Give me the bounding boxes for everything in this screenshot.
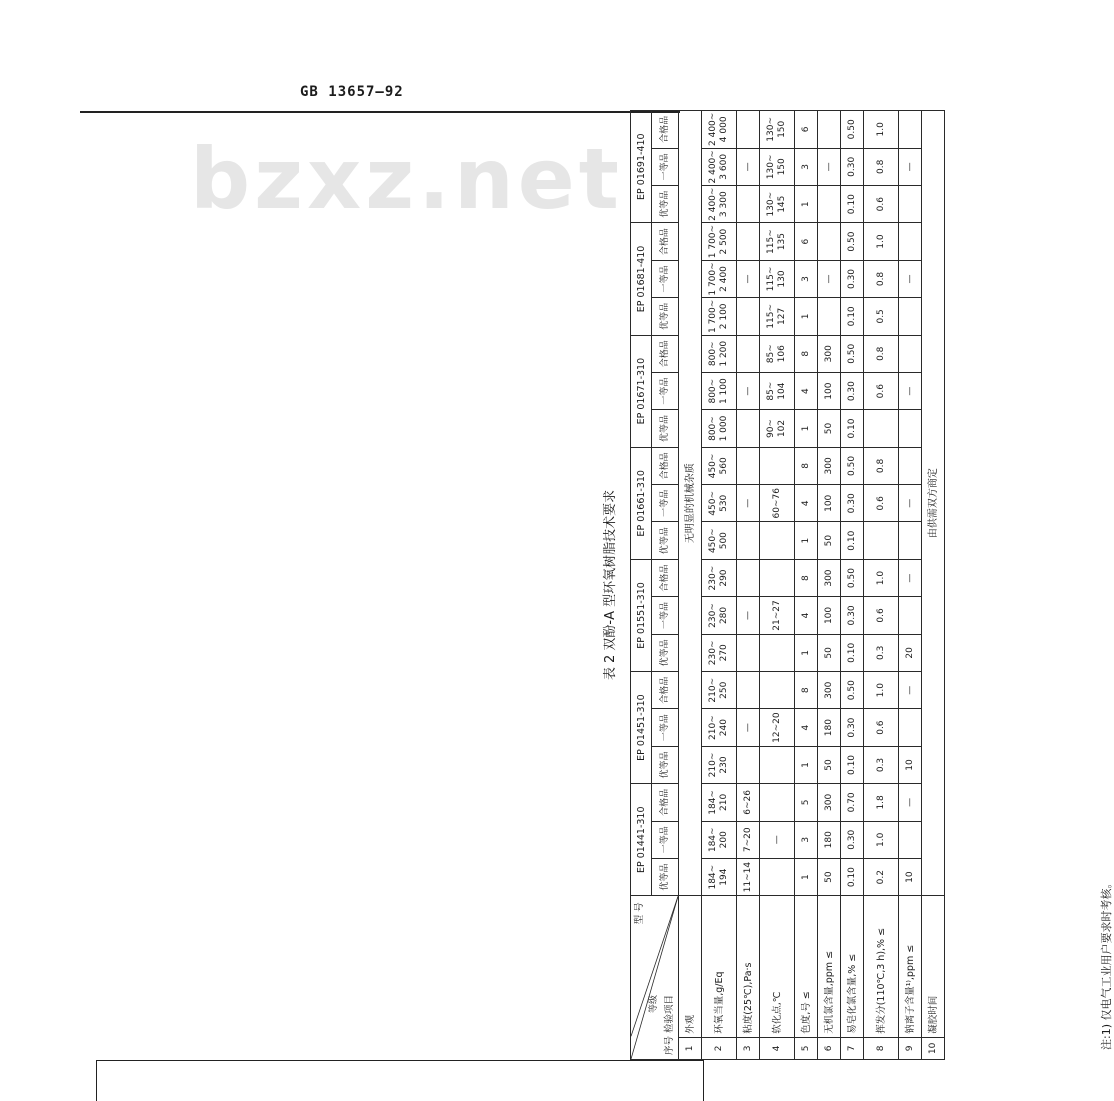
value-cell: 1.8 [864,784,899,821]
grade-header: 合格品 [652,559,679,596]
value-cell: 0.5 [864,298,899,335]
value-cell: 1.0 [864,559,899,596]
value-cell: 2 400~ 4 000 [702,111,737,149]
table-row [737,111,760,1060]
value-cell: 100 [818,372,841,409]
value-cell [899,709,922,746]
value-cell: 0.10 [841,634,864,671]
value-cell [818,298,841,335]
row-number: 1 [679,1037,702,1059]
value-cell: 0.3 [864,746,899,783]
value-cell: 0.10 [841,186,864,223]
value-cell: 0.50 [841,559,864,596]
value-cell: 130~ 150 [760,148,795,185]
table-note: 注:1) 仅电气工业用户要求时考核。 [1100,877,1113,1050]
row-number: 6 [818,1037,841,1059]
value-cell: 3 [795,148,818,185]
value-cell [899,298,922,335]
grade-header: 一等品 [652,597,679,634]
row-item-label: 无机氯含量,ppm ≤ [818,896,841,1037]
value-cell [899,186,922,223]
value-cell [737,223,760,260]
value-cell [737,186,760,223]
value-cell: 1 700~ 2 500 [702,223,737,260]
value-cell: 0.2 [864,858,899,895]
value-cell: 50 [818,410,841,447]
value-cell: 184~ 210 [702,784,737,821]
value-cell: — [760,821,795,858]
value-cell: 4 [795,485,818,522]
value-cell [760,522,795,559]
table-row [818,111,841,1060]
value-cell: 184~ 194 [702,858,737,895]
grade-header: 合格品 [652,111,679,149]
grade-header: 优等品 [652,522,679,559]
value-cell: 0.6 [864,709,899,746]
value-cell: 300 [818,559,841,596]
value-cell: — [737,372,760,409]
value-cell: 0.3 [864,634,899,671]
value-cell: 1.0 [864,672,899,709]
value-cell: 2 400~ 3 300 [702,186,737,223]
header-row-models [631,111,652,1060]
table-corner-header [631,896,679,1060]
value-cell: 1 [795,298,818,335]
value-cell: 6 [795,223,818,260]
value-cell: 85~ 104 [760,372,795,409]
value-cell: 1.0 [864,111,899,149]
grade-header: 合格品 [652,447,679,484]
document-header: GB 13657—92 [300,84,404,100]
value-cell: — [899,148,922,185]
value-cell: 300 [818,447,841,484]
value-cell: 1.0 [864,223,899,260]
value-cell: 0.10 [841,410,864,447]
value-cell: 1 [795,746,818,783]
value-cell: 0.8 [864,447,899,484]
value-cell [818,111,841,149]
value-cell: — [818,260,841,297]
grade-header: 一等品 [652,485,679,522]
row-item-label: 挥发分(110℃,3 h),% ≤ [864,896,899,1037]
value-cell: 0.6 [864,597,899,634]
grade-header: 一等品 [652,148,679,185]
table-row [679,111,702,1060]
value-cell: 90~ 102 [760,410,795,447]
grade-header: 优等品 [652,410,679,447]
value-cell: 210~ 250 [702,672,737,709]
value-cell: 50 [818,858,841,895]
value-cell: 230~ 280 [702,597,737,634]
table-row [922,111,945,1060]
value-cell: 0.70 [841,784,864,821]
value-cell [737,298,760,335]
grade-header: 优等品 [652,634,679,671]
value-cell: 50 [818,746,841,783]
grade-header: 合格品 [652,672,679,709]
value-cell: 0.50 [841,447,864,484]
value-cell [737,111,760,149]
watermark: bzxz.net [190,130,623,228]
model-header: EP 01551-310 [631,559,652,671]
row-number: 8 [864,1037,899,1059]
value-cell: 50 [818,634,841,671]
value-cell: 4 [795,597,818,634]
value-cell: 0.30 [841,485,864,522]
value-cell: 130~ 145 [760,186,795,223]
value-cell [899,447,922,484]
row-item-label: 易皂化氯含量,% ≤ [841,896,864,1037]
value-cell: — [899,260,922,297]
value-cell: — [737,709,760,746]
value-cell: — [818,148,841,185]
value-cell [737,559,760,596]
value-cell: — [899,672,922,709]
row-number: 10 [922,1037,945,1059]
value-cell: 184~ 200 [702,821,737,858]
value-cell: 230~ 290 [702,559,737,596]
value-cell: 0.30 [841,597,864,634]
value-cell: 0.6 [864,485,899,522]
value-cell: 1.0 [864,821,899,858]
model-header: EP 01451-310 [631,672,652,784]
value-cell: 7~20 [737,821,760,858]
footer-box [96,1060,704,1101]
value-cell: 50 [818,522,841,559]
value-cell: 0.6 [864,372,899,409]
value-cell: 0.8 [864,260,899,297]
value-cell [899,522,922,559]
value-cell: 0.30 [841,821,864,858]
row-number: 4 [760,1037,795,1059]
value-cell [737,746,760,783]
row-number: 7 [841,1037,864,1059]
model-header: EP 01661-310 [631,447,652,559]
value-cell: 4 [795,709,818,746]
value-cell: 85~ 106 [760,335,795,372]
value-cell: 115~ 135 [760,223,795,260]
value-cell: 8 [795,335,818,372]
row-number: 2 [702,1037,737,1059]
value-cell: 1 700~ 2 400 [702,260,737,297]
grade-header: 合格品 [652,223,679,260]
value-cell: 800~ 1 200 [702,335,737,372]
value-cell: 0.50 [841,111,864,149]
value-cell: 0.30 [841,148,864,185]
value-cell [864,522,899,559]
value-cell [899,335,922,372]
value-cell: 3 [795,260,818,297]
grade-header: 一等品 [652,372,679,409]
value-cell: 0.10 [841,522,864,559]
value-cell: 21~27 [760,597,795,634]
grade-header: 一等品 [652,709,679,746]
value-cell: 180 [818,821,841,858]
value-cell: 300 [818,335,841,372]
grade-header: 优等品 [652,298,679,335]
value-cell: 0.50 [841,672,864,709]
row-item-label: 软化点,℃ [760,896,795,1037]
value-cell: — [737,597,760,634]
value-cell: 0.50 [841,223,864,260]
value-cell: 11~14 [737,858,760,895]
corner-model-label: 型 号 [634,902,645,925]
value-cell: 10 [899,858,922,895]
value-cell: 100 [818,485,841,522]
value-cell [760,784,795,821]
value-cell [737,410,760,447]
corner-grade-label: 等级 [649,994,659,1013]
value-cell: 0.10 [841,858,864,895]
table-row [795,111,818,1060]
value-cell: 3 [795,821,818,858]
grade-header: 合格品 [652,784,679,821]
value-cell: 0.8 [864,335,899,372]
value-cell: 115~ 127 [760,298,795,335]
value-cell [864,410,899,447]
value-cell: 1 [795,858,818,895]
value-cell [899,111,922,149]
table-row [760,111,795,1060]
header-rule [80,111,680,113]
value-cell: 0.10 [841,298,864,335]
value-cell: 1 700~ 2 100 [702,298,737,335]
value-cell [818,223,841,260]
value-cell [818,186,841,223]
value-cell: — [899,485,922,522]
row-spanning-value: 无明显的机械杂质 [679,111,702,896]
table-row [899,111,922,1060]
grade-header: 合格品 [652,335,679,372]
value-cell: — [899,784,922,821]
table-row [841,111,864,1060]
value-cell: 0.30 [841,709,864,746]
value-cell [737,522,760,559]
value-cell: 300 [818,672,841,709]
value-cell: 0.30 [841,372,864,409]
model-header: EP 01441-310 [631,784,652,896]
value-cell: 210~ 240 [702,709,737,746]
value-cell [760,672,795,709]
table-row [864,111,899,1060]
value-cell: 0.6 [864,186,899,223]
row-spanning-value: 由供需双方商定 [922,111,945,896]
value-cell: 0.50 [841,335,864,372]
row-item-label: 凝胶时间 [922,896,945,1037]
value-cell [899,223,922,260]
spec-table [630,110,945,1060]
model-header: EP 01691-410 [631,111,652,223]
value-cell: 210~ 230 [702,746,737,783]
value-cell: 2 400~ 3 600 [702,148,737,185]
row-number: 9 [899,1037,922,1059]
value-cell: 4 [795,372,818,409]
value-cell: 115~ 130 [760,260,795,297]
value-cell: — [899,559,922,596]
value-cell: 8 [795,672,818,709]
value-cell: 180 [818,709,841,746]
row-item-label: 色度,号 ≤ [795,896,818,1037]
value-cell: 0.10 [841,746,864,783]
value-cell: 6 [795,111,818,149]
model-header: EP 01681-410 [631,223,652,335]
value-cell: 0.30 [841,260,864,297]
row-item-label: 环氧当量,g/Eq [702,896,737,1037]
value-cell [760,746,795,783]
value-cell [899,821,922,858]
grade-header: 一等品 [652,260,679,297]
value-cell [760,447,795,484]
grade-header: 优等品 [652,186,679,223]
value-cell: 100 [818,597,841,634]
value-cell: 20 [899,634,922,671]
row-number: 5 [795,1037,818,1059]
value-cell: 230~ 270 [702,634,737,671]
value-cell: 10 [899,746,922,783]
value-cell: 8 [795,447,818,484]
value-cell [737,447,760,484]
value-cell [760,559,795,596]
grade-header: 优等品 [652,746,679,783]
value-cell [737,634,760,671]
value-cell: — [737,260,760,297]
value-cell: 450~ 530 [702,485,737,522]
grade-header: 一等品 [652,821,679,858]
model-header: EP 01671-310 [631,335,652,447]
value-cell: 450~ 500 [702,522,737,559]
table-row [702,111,737,1060]
value-cell: 12~20 [760,709,795,746]
value-cell [760,634,795,671]
rotated-page [600,0,1113,1055]
grade-header: 优等品 [652,858,679,895]
row-item-label: 钠离子含量¹⁾,ppm ≤ [899,896,922,1037]
value-cell: 0.8 [864,148,899,185]
value-cell: 1 [795,634,818,671]
row-item-label: 粘度(25℃),Pa·s [737,896,760,1037]
table-caption: 表 2 双酚-A 型环氧树脂技术要求 [603,489,618,681]
value-cell [737,672,760,709]
value-cell: 1 [795,522,818,559]
value-cell: 5 [795,784,818,821]
value-cell: 60~76 [760,485,795,522]
value-cell: 450~ 560 [702,447,737,484]
row-number: 3 [737,1037,760,1059]
row-item-label: 外观 [679,896,702,1037]
value-cell: — [899,372,922,409]
value-cell: 8 [795,559,818,596]
corner-item-label: 序号 检验项目 [664,994,675,1055]
value-cell: 800~ 1 100 [702,372,737,409]
value-cell: 800~ 1 000 [702,410,737,447]
value-cell [899,597,922,634]
value-cell: — [737,485,760,522]
value-cell [737,335,760,372]
value-cell: — [737,148,760,185]
value-cell [760,858,795,895]
value-cell: 1 [795,186,818,223]
value-cell: 300 [818,784,841,821]
value-cell [899,410,922,447]
value-cell: 6~26 [737,784,760,821]
value-cell: 130~ 150 [760,111,795,149]
rotated-content [600,110,1113,1060]
value-cell: 1 [795,410,818,447]
